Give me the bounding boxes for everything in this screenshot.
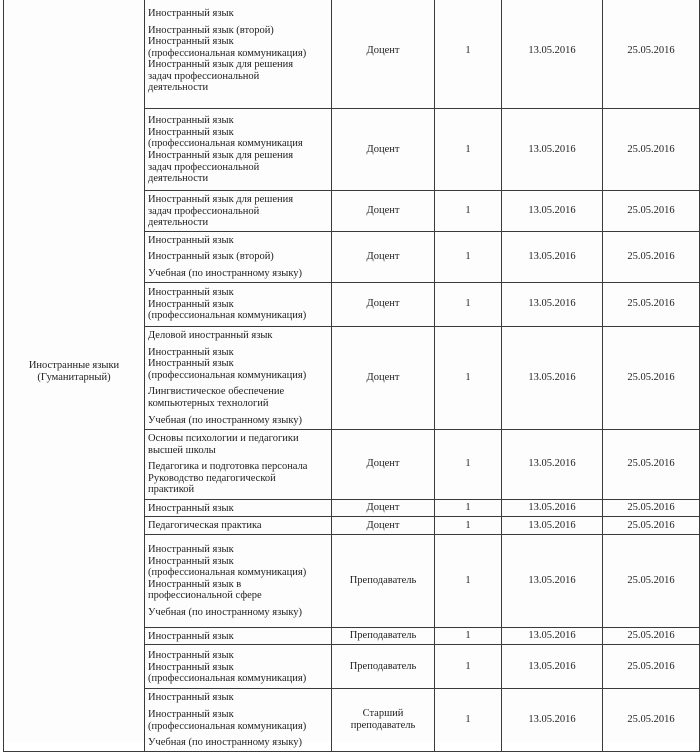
start-date: 13.05.2016 bbox=[502, 627, 603, 645]
subject-line: задач профессиональной bbox=[148, 161, 260, 173]
subject-line: Иностранный язык bbox=[148, 543, 234, 555]
position-label: Доцент bbox=[366, 143, 400, 155]
position-label: Преподаватель bbox=[349, 630, 417, 642]
start-date: 13.05.2016 bbox=[502, 191, 603, 232]
position-cell bbox=[332, 517, 435, 535]
start-date: 13.05.2016 bbox=[502, 0, 603, 109]
subjects-cell bbox=[145, 499, 332, 517]
subject-line: профессиональной сфере bbox=[148, 590, 262, 602]
subject-line: (профессиональная коммуникация) bbox=[148, 369, 307, 381]
subjects-cell bbox=[145, 645, 332, 689]
subject-line: задач профессиональной bbox=[148, 70, 260, 82]
subjects-cell bbox=[145, 326, 332, 429]
department-cell bbox=[4, 0, 145, 751]
subject-line: Учебная (по иностранному языку) bbox=[148, 606, 303, 618]
end-date: 25.05.2016 bbox=[603, 429, 700, 499]
subject-line: Иностранный язык bbox=[148, 298, 234, 310]
end-date: 25.05.2016 bbox=[603, 282, 700, 326]
position-label: Доцент bbox=[366, 205, 400, 217]
subject-line: Руководство педагогической bbox=[148, 472, 276, 484]
subject-line: деятельности bbox=[148, 217, 209, 229]
start-date: 13.05.2016 bbox=[502, 689, 603, 751]
position-label: Доцент bbox=[366, 44, 400, 56]
position-cell bbox=[332, 191, 435, 232]
subject-line: (профессиональная коммуникация) bbox=[148, 47, 307, 59]
end-date: 25.05.2016 bbox=[603, 534, 700, 627]
subject-line: практикой bbox=[148, 484, 195, 496]
rate-count: 1 bbox=[435, 689, 502, 751]
subject-line: Иностранный язык bbox=[148, 287, 234, 299]
subject-line: задач профессиональной bbox=[148, 205, 260, 217]
table-row bbox=[4, 0, 700, 109]
subjects-cell bbox=[145, 0, 332, 109]
position-label: Старший преподаватель bbox=[350, 708, 416, 732]
subject-line: Иностранный язык bbox=[148, 358, 234, 370]
department-name: (Гуманитарный) bbox=[37, 371, 111, 383]
start-date: 13.05.2016 bbox=[502, 534, 603, 627]
end-date: 25.05.2016 bbox=[603, 326, 700, 429]
subject-line: Педагогика и подготовка персонала bbox=[148, 461, 308, 473]
subject-line: Иностранный язык bbox=[148, 36, 234, 48]
position-cell bbox=[332, 231, 435, 282]
subject-line: Иностранный язык bbox=[148, 126, 234, 138]
subject-line: Иностранный язык bbox=[148, 661, 234, 673]
vacancy-table-body bbox=[4, 0, 700, 751]
position-cell bbox=[332, 109, 435, 191]
end-date: 25.05.2016 bbox=[603, 517, 700, 535]
subject-line: Иностранный язык bbox=[148, 630, 234, 642]
start-date: 13.05.2016 bbox=[502, 429, 603, 499]
subjects-cell bbox=[145, 282, 332, 326]
subject-line: Лингвистическое обеспечение bbox=[148, 386, 285, 398]
subject-line: Иностранный язык bbox=[148, 115, 234, 127]
subjects-cell bbox=[145, 429, 332, 499]
rate-count: 1 bbox=[435, 429, 502, 499]
position-cell bbox=[332, 282, 435, 326]
subject-line: Иностранный язык bbox=[148, 708, 234, 720]
subject-line: Иностранный язык bbox=[148, 346, 234, 358]
rate-count: 1 bbox=[435, 0, 502, 109]
subject-line: Иностранный язык (второй) bbox=[148, 251, 274, 263]
end-date: 25.05.2016 bbox=[603, 499, 700, 517]
rate-count: 1 bbox=[435, 282, 502, 326]
position-label: Преподаватель bbox=[349, 661, 417, 673]
rate-count: 1 bbox=[435, 517, 502, 535]
position-cell bbox=[332, 534, 435, 627]
subject-line: Иностранный язык bbox=[148, 502, 234, 514]
start-date: 13.05.2016 bbox=[502, 645, 603, 689]
subjects-cell bbox=[145, 109, 332, 191]
position-label: Доцент bbox=[366, 502, 400, 514]
rate-count: 1 bbox=[435, 109, 502, 191]
subject-line: Иностранный язык для решения bbox=[148, 194, 294, 205]
position-cell bbox=[332, 326, 435, 429]
end-date: 25.05.2016 bbox=[603, 231, 700, 282]
subjects-cell bbox=[145, 517, 332, 535]
subject-line: деятельности bbox=[148, 173, 209, 185]
rate-count: 1 bbox=[435, 534, 502, 627]
rate-count: 1 bbox=[435, 645, 502, 689]
position-label: Доцент bbox=[366, 298, 400, 310]
rate-count: 1 bbox=[435, 499, 502, 517]
rate-count: 1 bbox=[435, 191, 502, 232]
subject-line: Учебная (по иностранному языку) bbox=[148, 267, 303, 279]
subject-line: (профессиональная коммуникация bbox=[148, 138, 303, 150]
vacancy-table bbox=[3, 0, 700, 752]
start-date: 13.05.2016 bbox=[502, 282, 603, 326]
subject-line: Иностранный язык bbox=[148, 692, 234, 704]
position-cell bbox=[332, 429, 435, 499]
end-date: 25.05.2016 bbox=[603, 191, 700, 232]
start-date: 13.05.2016 bbox=[502, 231, 603, 282]
rate-count: 1 bbox=[435, 627, 502, 645]
position-label: Доцент bbox=[366, 519, 400, 531]
position-label: Доцент bbox=[366, 250, 400, 262]
department-name: Иностранные языки bbox=[28, 360, 120, 372]
subject-line: Иностранный язык bbox=[148, 234, 234, 246]
subject-line: Иностранный язык bbox=[148, 7, 234, 19]
position-label: Доцент bbox=[366, 371, 400, 383]
subject-line: Иностранный язык для решения bbox=[148, 59, 294, 71]
subject-line: Иностранный язык (второй) bbox=[148, 24, 274, 36]
start-date: 13.05.2016 bbox=[502, 499, 603, 517]
subject-line: Иностранный язык в bbox=[148, 578, 242, 590]
end-date: 25.05.2016 bbox=[603, 627, 700, 645]
subjects-cell bbox=[145, 627, 332, 645]
subject-line: высшей школы bbox=[148, 444, 216, 456]
subject-line: компьютерных технологий bbox=[148, 397, 269, 409]
subject-line: (профессиональная коммуникация) bbox=[148, 310, 307, 322]
subject-line: деятельности bbox=[148, 82, 209, 94]
subjects-cell bbox=[145, 191, 332, 232]
subject-line: Иностранный язык bbox=[148, 555, 234, 567]
end-date: 25.05.2016 bbox=[603, 689, 700, 751]
subject-line: Педагогическая практика bbox=[148, 520, 262, 532]
start-date: 13.05.2016 bbox=[502, 517, 603, 535]
subject-line: Основы психологии и педагогики bbox=[148, 433, 299, 445]
subject-line: (профессиональная коммуникация) bbox=[148, 567, 307, 579]
subject-line: Деловой иностранный язык bbox=[148, 329, 273, 341]
end-date: 25.05.2016 bbox=[603, 109, 700, 191]
subject-line: (профессиональная коммуникация) bbox=[148, 720, 307, 732]
subjects-cell bbox=[145, 534, 332, 627]
subject-line: Учебная (по иностранному языку) bbox=[148, 737, 303, 749]
position-cell bbox=[332, 499, 435, 517]
subject-line: Иностранный язык для решения bbox=[148, 150, 294, 161]
position-cell bbox=[332, 627, 435, 645]
end-date: 25.05.2016 bbox=[603, 0, 700, 109]
subject-line: Иностранный язык bbox=[148, 649, 234, 661]
position-label: Доцент bbox=[366, 458, 400, 470]
rate-count: 1 bbox=[435, 326, 502, 429]
start-date: 13.05.2016 bbox=[502, 109, 603, 191]
rate-count: 1 bbox=[435, 231, 502, 282]
position-cell bbox=[332, 0, 435, 109]
subject-line: Учебная (по иностранному языку) bbox=[148, 414, 303, 426]
position-label: Преподаватель bbox=[349, 574, 417, 586]
position-cell bbox=[332, 645, 435, 689]
end-date: 25.05.2016 bbox=[603, 645, 700, 689]
subjects-cell bbox=[145, 231, 332, 282]
start-date: 13.05.2016 bbox=[502, 326, 603, 429]
subject-line: (профессиональная коммуникация) bbox=[148, 673, 307, 685]
